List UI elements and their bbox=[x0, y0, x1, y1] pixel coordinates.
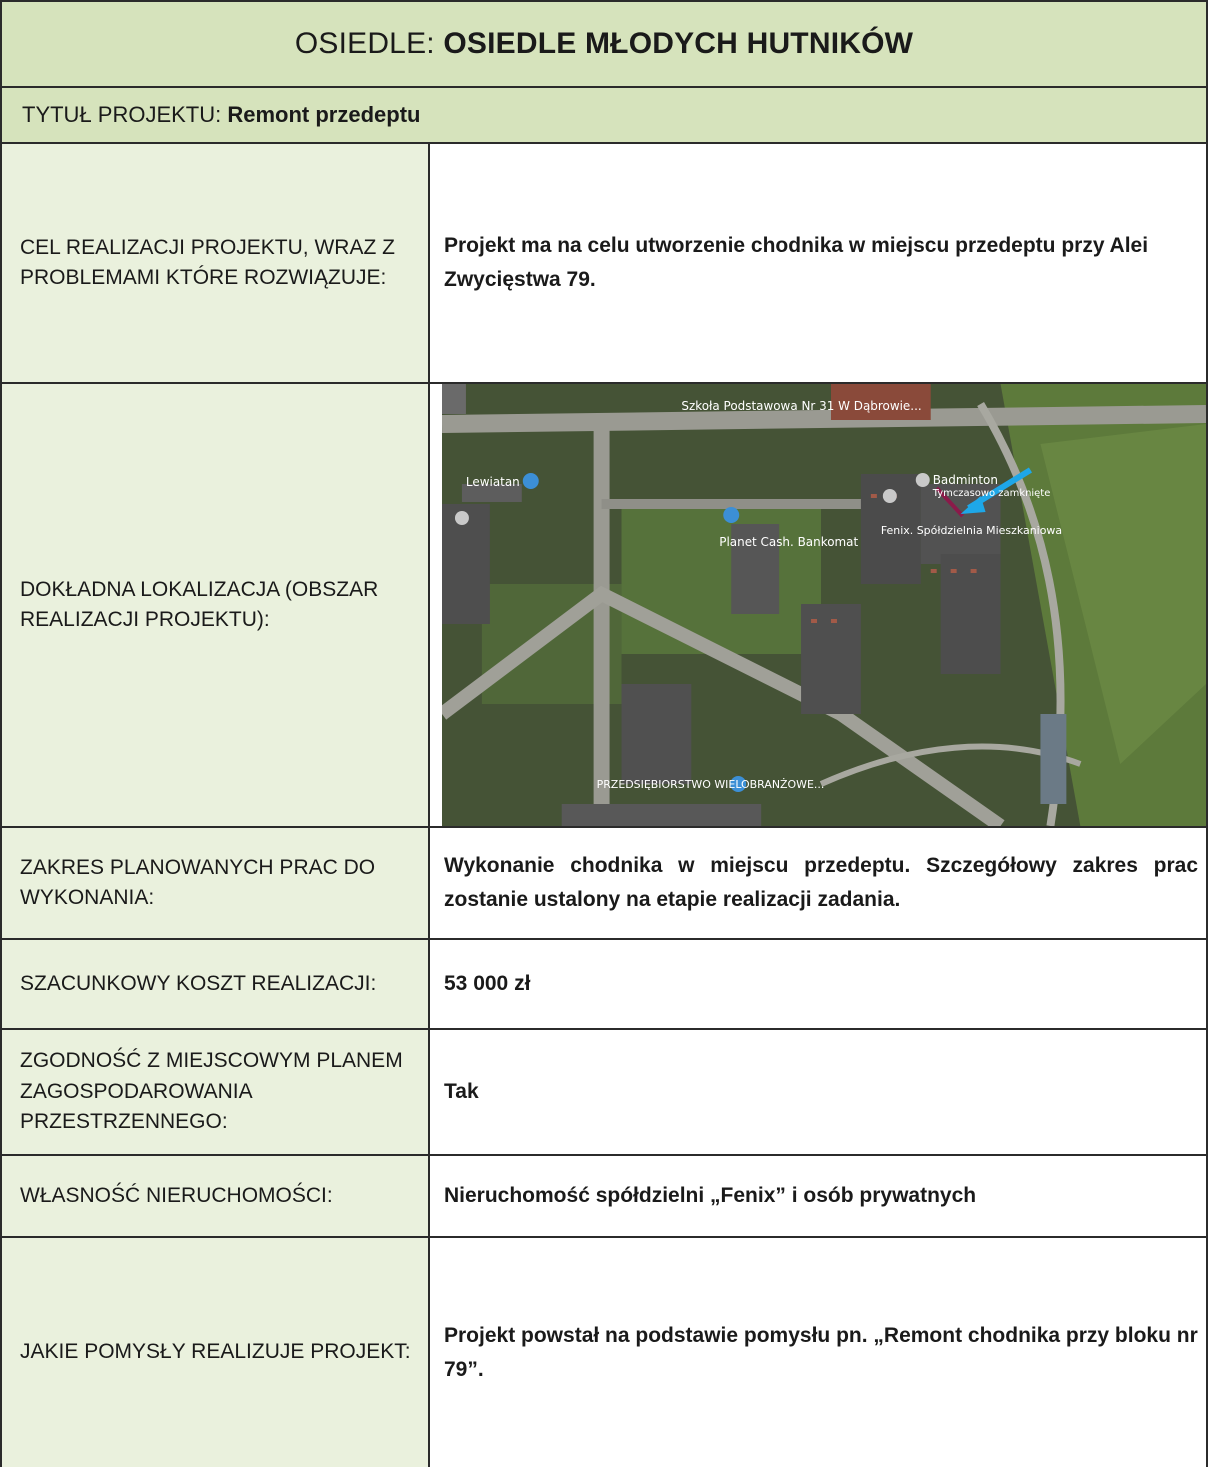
wlasnosc-value: Nieruchomość spółdzielni „Fenix” i osób prywatnych bbox=[444, 1184, 977, 1208]
row-koszt bbox=[0, 940, 1208, 1030]
tytul-prefix: TYTUŁ PROJEKTU: bbox=[22, 102, 228, 127]
zakres-value: Wykonanie chodnika w miejscu przedeptu. Szczegółowy zakres prac zostanie ustalony na etapie realizacji zadania. bbox=[444, 854, 1198, 911]
map-label-lewiatan: Lewiatan bbox=[465, 474, 520, 490]
map-label-school: Szkoła Podstawowa Nr 31 W Dąbrowie... bbox=[681, 398, 922, 414]
row-zakres bbox=[0, 828, 1208, 940]
cel-label: CEL REALIZACJI PROJEKTU, WRAZ Z PROBLEMAMI KTÓRE ROZWIĄZUJE: bbox=[2, 144, 430, 382]
zgodnosc-label: ZGODNOŚĆ Z MIEJSCOWYM PLANEM ZAGOSPODAROWANIA PRZESTRZENNEGO: bbox=[2, 1030, 430, 1154]
zgodnosc-value: Tak bbox=[444, 1080, 479, 1104]
row-lokalizacja bbox=[0, 384, 1208, 828]
pomysly-value: Projekt powstał na podstawie pomysłu pn. „Remont chodnika przy bloku nr 79”. bbox=[444, 1323, 1198, 1381]
zakres-label: ZAKRES PLANOWANYCH PRAC DO WYKONANIA: bbox=[2, 828, 430, 938]
tytul-header bbox=[0, 88, 1208, 144]
map-label-fenix: Fenix. Spółdzielnia Mieszkaniowa bbox=[880, 523, 1063, 538]
koszt-label: SZACUNKOWY KOSZT REALIZACJI: bbox=[2, 940, 430, 1028]
wlasnosc-label: WŁASNOŚĆ NIERUCHOMOŚCI: bbox=[2, 1156, 430, 1236]
tytul-name: Remont przedeptu bbox=[227, 102, 421, 127]
row-zgodnosc bbox=[0, 1030, 1208, 1156]
map-label-badminton: Badminton bbox=[932, 472, 998, 488]
satellite-map bbox=[442, 384, 1206, 826]
pomysly-label: JAKIE POMYSŁY REALIZUJE PROJEKT: bbox=[2, 1238, 430, 1467]
osiedle-name: OSIEDLE MŁODYCH HUTNIKÓW bbox=[443, 27, 914, 60]
row-cel bbox=[0, 144, 1208, 384]
cel-value: Projekt ma na celu utworzenie chodnika w miejscu przedeptu przy Alei Zwycięstwa 79. bbox=[444, 234, 1149, 291]
map-label-badminton-sub: Tymczasowo zamknięte bbox=[932, 487, 1051, 500]
map-label-planet: Planet Cash. Bankomat bbox=[719, 534, 859, 550]
osiedle-prefix: OSIEDLE: bbox=[294, 27, 444, 60]
map-cell bbox=[430, 384, 1206, 826]
row-pomysly bbox=[0, 1238, 1208, 1467]
row-wlasnosc bbox=[0, 1156, 1208, 1238]
osiedle-header bbox=[0, 0, 1208, 88]
lokalizacja-label: DOKŁADNA LOKALIZACJA (OBSZAR REALIZACJI PROJEKTU): bbox=[2, 384, 430, 826]
map-label-przeds: PRZEDSIĘBIORSTWO WIELOBRANŻOWE... bbox=[596, 777, 825, 792]
koszt-value: 53 000 zł bbox=[444, 972, 531, 996]
